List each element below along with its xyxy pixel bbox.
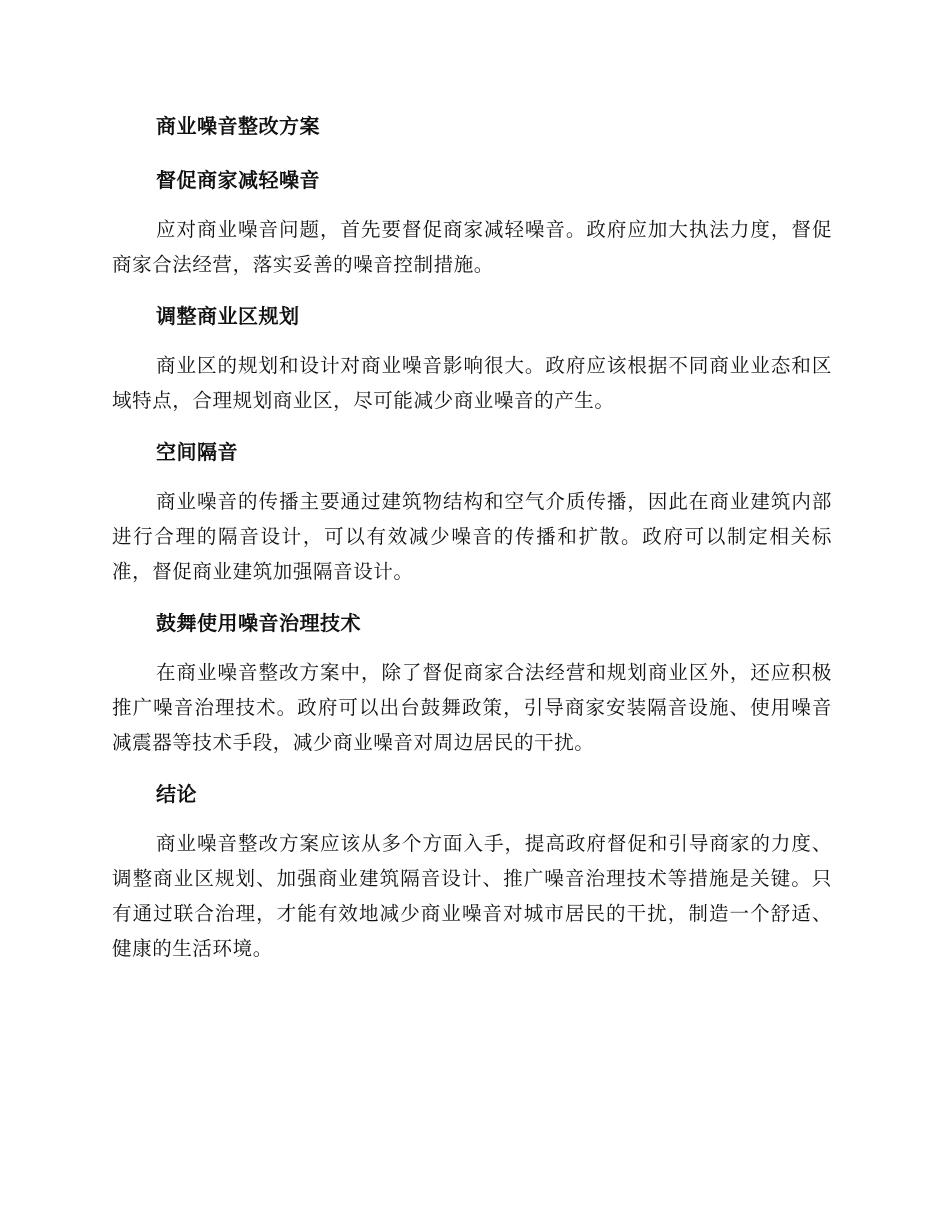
section-paragraph: 在商业噪音整改方案中，除了督促商家合法经营和规划商业区外，还应积极推广噪音治理技术。政府可以出台鼓舞政策，引导商家安装隔音设施、使用噪音减震器等技术手段，减少商业噪音对周边居民的干扰。	[112, 661, 832, 754]
section-heading: 空间隔音	[156, 440, 238, 464]
section-paragraph: 商业噪音的传播主要通过建筑物结构和空气介质传播，因此在商业建筑内部进行合理的隔音设计，可以有效减少噪音的传播和扩散。政府可以制定相关标准，督促商业建筑加强隔音设计。	[112, 490, 832, 583]
section-paragraph: 应对商业噪音问题，首先要督促商家减轻噪音。政府应加大执法力度，督促商家合法经营，落实妥善的噪音控制措施。	[112, 218, 832, 276]
section-heading: 调整商业区规划	[156, 304, 300, 328]
document-body	[112, 108, 832, 982]
section-heading: 督促商家减轻噪音	[156, 168, 320, 192]
section-paragraph: 商业区的规划和设计对商业噪音影响很大。政府应该根据不同商业业态和区域特点，合理规划商业区，尽可能减少商业噪音的产生。	[112, 354, 832, 412]
document-title: 商业噪音整改方案	[156, 114, 320, 138]
section-heading: 鼓舞使用噪音治理技术	[156, 611, 361, 635]
section-heading: 结论	[156, 782, 197, 806]
section-paragraph: 商业噪音整改方案应该从多个方面入手，提高政府督促和引导商家的力度、调整商业区规划、加强商业建筑隔音设计、推广噪音治理技术等措施是关键。只有通过联合治理，才能有效地减少商业噪音对城市居民的干扰，制造一个舒适、健康的生活环境。	[112, 832, 832, 960]
